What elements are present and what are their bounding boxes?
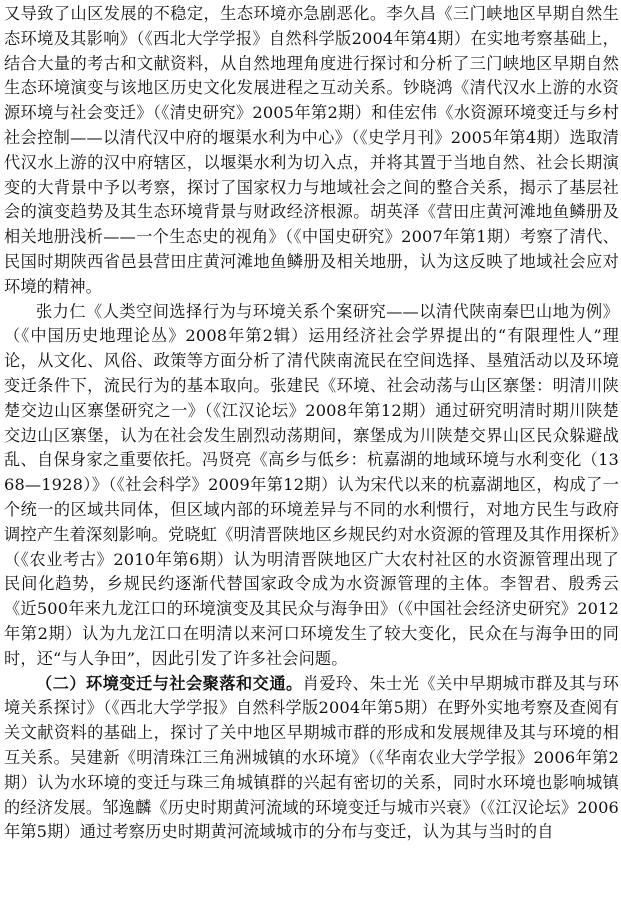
body-paragraph-3-text: 肖爱玲、朱士光《关中早期城市群及其与环境关系探讨》（《西北大学学报》自然科学版2004年第5期）在野外实地考察及查阅有关文献资料的基础上，探讨了关中地区早期城市群的形成和发展规律及其与环境的相互关系。吴建新《明清珠江三角洲城镇的水环境》（《华南农业大学学报》2006年第2期）认为水环境的变迁与珠三角城镇群的兴起有密切的关系，同时水环境也影响城镇的经济发展。邹逸麟《历史时期黄河流域的环境变迁与城市兴衰》（《江汉论坛》2006年第5期）通过考察历史时期黄河流域城市的分布与变迁，认为其与当时的自 <box>4 673 619 842</box>
body-paragraph-2: 张力仁《人类空间选择行为与环境关系个案研究——以清代陕南秦巴山地为例》（《中国历史地理论丛》2008年第2辑）运用经济社会学界提出的“有限理性人”理论，从文化、风俗、政策等方面分析了清代陕南流民在空间选择、垦殖活动以及环境变迁条件下，流民行为的基本取向。张建民《环境、社会动荡与山区寨堡：明清川陕楚交边山区寨堡研究之一》（《江汉论坛》2008年第12期）通过研究明清时期川陕楚交边山区寨堡，认为在社会发生剧烈动荡期间，寨堡成为川陕楚交界山区民众躲避战乱、自保身家之重要依托。冯贤亮《高乡与低乡：杭嘉湖的地域环境与水利变化（1368—1928）》（《社会科学》2009年第12期）认为宋代以来的杭嘉湖地区，构成了一个统一的区域共同体，但区域内部的环境差异与不同的水利惯行，对地方民生与政府调控产生着深刻影响。党晓虹《明清晋陕地区乡规民约对水资源的管理及其作用探析》（《农业考古》2010年第6期）认为明清晋陕地区广大农村社区的水资源管理出现了民间化趋势，乡规民约逐渐代替国家政令成为水资源管理的主体。李智君、殷秀云《近500年来九龙江口的环境演变及其民众与海争田》（《中国社会经济史研究》2012年第2期）认为九龙江口在明清以来河口环境发生了较大变化，民众在与海争田的同时，还“与人争田”，因此引发了许多社会问题。 <box>4 301 619 668</box>
body-paragraph-3 <box>4 672 619 846</box>
body-paragraph-1: 又导致了山区发展的不稳定，生态环境亦急剧恶化。李久昌《三门峡地区早期自然生态环境及其影响》（《西北大学学报》自然科学版2004年第4期）在实地考察基础上，结合大量的考古和文献资料，从自然地理角度进行探讨和分析了三门峡地区早期自然生态环境演变与该地区历史文化发展进程之互动关系。钞晓鸿《清代汉水上游的水资源环境与社会变迁》（《清史研究》2005年第2期）和佳宏伟《水资源环境变迁与乡村社会控制——以清代汉中府的堰渠水利为中心》（《史学月刊》2005年第4期）选取清代汉水上游的汉中府辖区，以堰渠水利为切入点，并将其置于当地自然、社会长期演变的大背景中予以考察，探讨了国家权力与地域社会之间的整合关系，揭示了基层社会的演变趋势及其生态环境背景与财政经济根源。胡英泽《营田庄黄河滩地鱼鳞册及相关地册浅析——一个生态史的视角》（《中国史研究》2007年第1期）考察了清代、民国时期陕西省邑县营田庄黄河滩地鱼鳞册及相关地册，认为这反映了地域社会应对环境的精神。 <box>4 4 619 296</box>
section-heading: （二）环境变迁与社会聚落和交通。 <box>36 673 303 693</box>
